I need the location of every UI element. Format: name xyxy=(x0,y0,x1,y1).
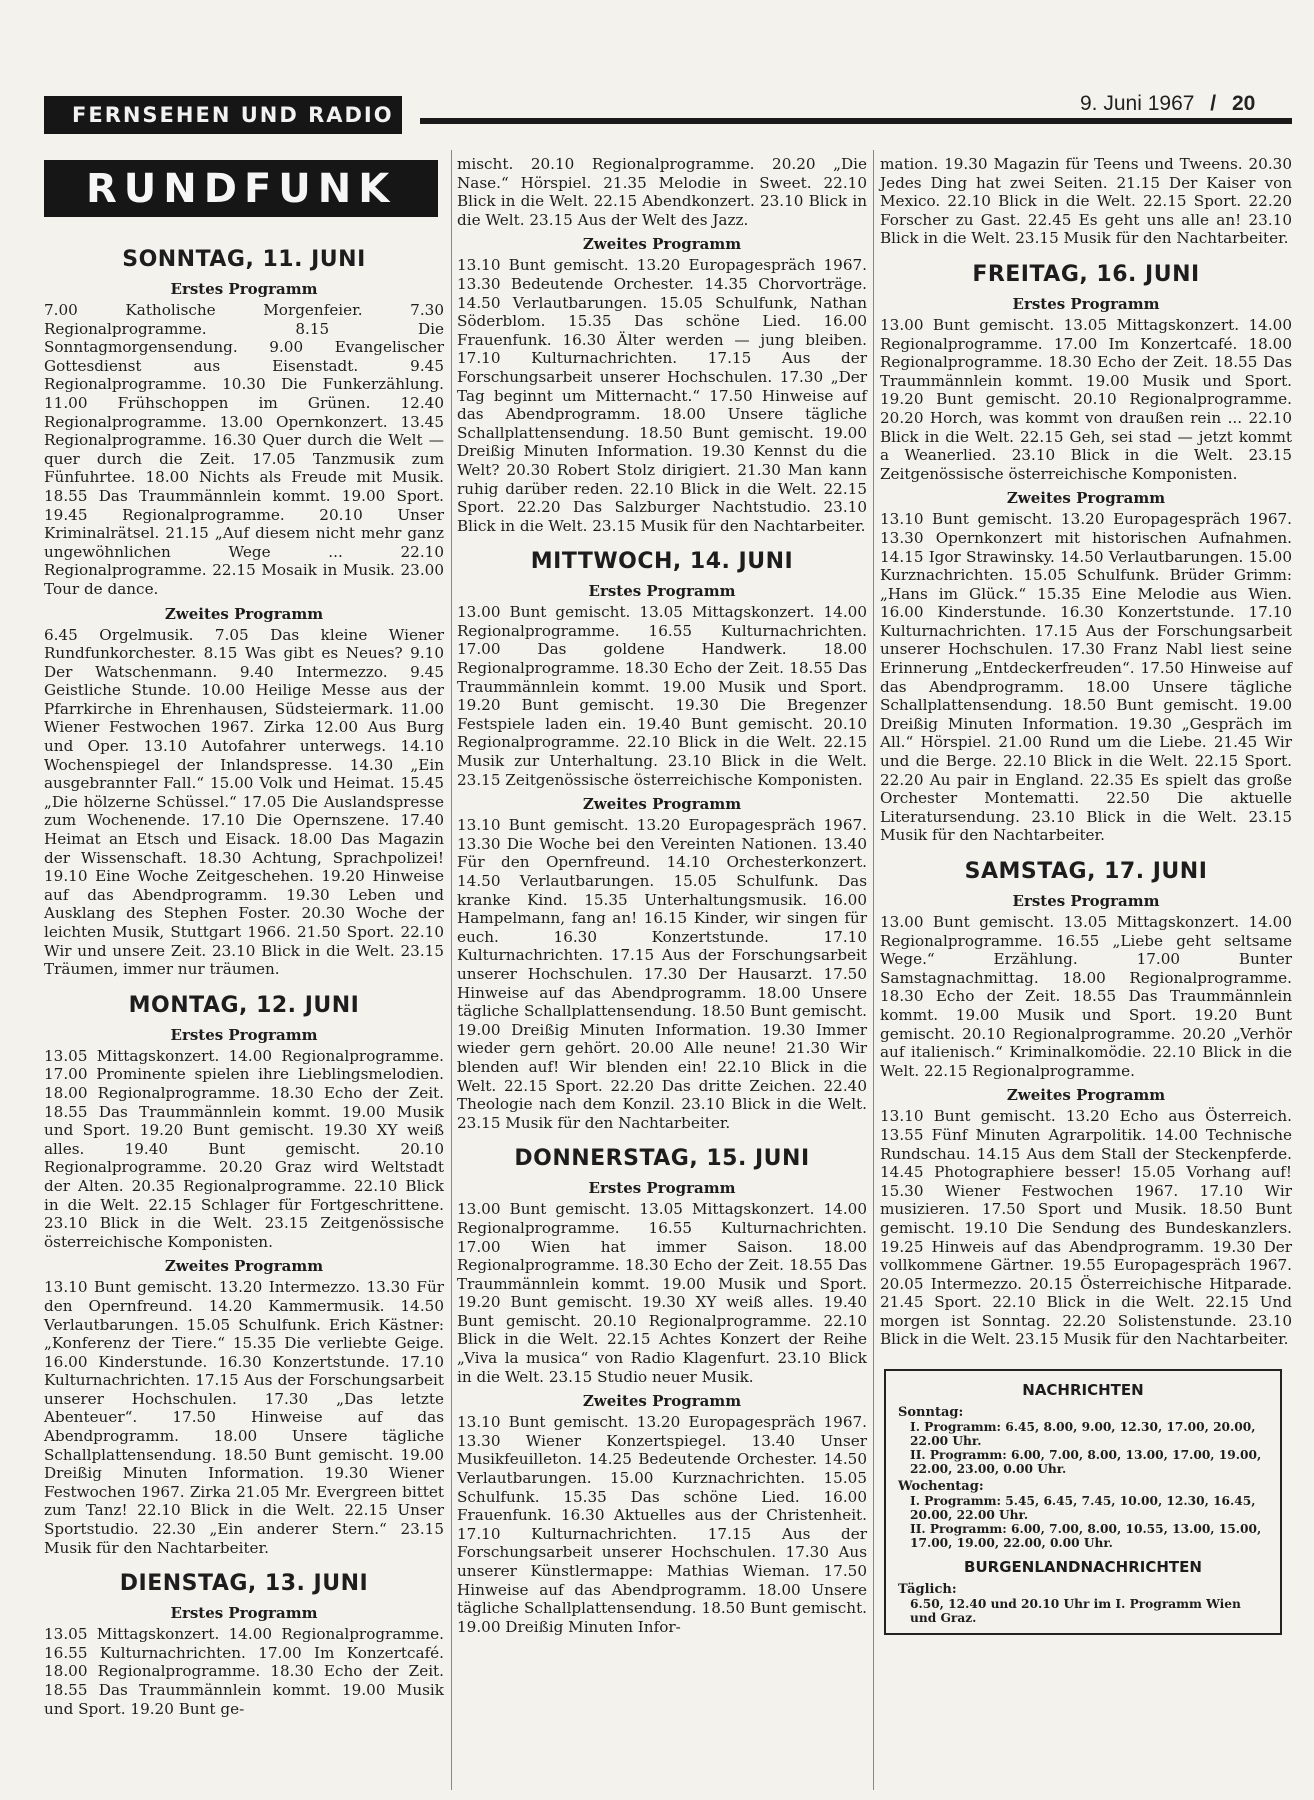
program-listing: 13.10 Bunt gemischt. 13.20 Intermezzo. 13.30 Für den Opernfreund. 14.20 Kammermusik. 14.50 Verlautbarungen. 15.05 Schulfunk. Erich Kästner: „Konferenz der Tiere.“ 15.35 Die verliebte Geige. 16.00 Kinderstunde. 16.30 Konzertstunde. 17.10 Kulturnachrichten. 17.15 Aus der Forschungsarbeit unserer Hochschulen. 17.30 „Das letzte Abenteuer“. 17.50 Hinweise auf das Abendprogramm. 18.00 Unsere tägliche Schallplattensendung. 18.50 Bunt gemischt. 19.00 Dreißig Minuten Information. 19.30 Wiener Festwochen 1967. Zirka 21.05 Mr. Evergreen bittet zum Tanz! 22.10 Blick in die Welt. 22.15 Unser Sportstudio. 22.30 „Ein anderer Stern.“ 23.15 Musik für den Nachtarbeiter. xyxy=(44,1278,444,1557)
day-heading-tuesday: DIENSTAG, 13. JUNI xyxy=(119,1571,369,1597)
program-heading: Zweites Programm xyxy=(1006,489,1166,508)
news-weekday-program-2: II. Programm: 6.00, 7.00, 8.00, 10.55, 13.00, 15.00, 17.00, 19.00, 22.00, 0.00 Uhr. xyxy=(910,1522,1262,1551)
news-sunday-program-1: I. Programm: 6.45, 8.00, 9.00, 12.30, 17.00, 20.00, 22.00 Uhr. xyxy=(910,1420,1256,1449)
program-listing: 7.00 Katholische Morgenfeier. 7.30 Regionalprogramme. 8.15 Die Sonntagmorgensendung. 9.00 Evangelischer Gottesdienst aus Eisenstadt. 9.45 Regionalprogramme. 10.30 Die Funkerzählung. 11.00 Frühschoppen im Grünen. 12.40 Regionalprogramme. 13.00 Opernkonzert. 13.45 Regionalprogramme. 16.30 Quer durch die Welt — quer durch die Zeit. 17.05 Tanzmusik zum Fünfuhrtee. 18.00 Nichts als Freude mit Musik. 18.55 Das Traummännlein kommt. 19.00 Sport. 19.45 Regionalprogramme. 20.10 Unser Kriminalrätsel. 21.15 „Auf diesem nicht mehr ganz ungewöhnlichen Wege ... 22.10 Regionalprogramme. 22.15 Mosaik in Musik. 23.00 Tour de dance. xyxy=(44,301,444,598)
daily-times: 6.50, 12.40 und 20.10 Uhr im I. Programm Wien und Graz. xyxy=(910,1597,1241,1626)
page-separator: / xyxy=(1210,92,1217,115)
news-sunday-label: Sonntag: xyxy=(898,1405,964,1421)
program-listing: 13.05 Mittagskonzert. 14.00 Regionalprogramme. 16.55 Kulturnachrichten. 17.00 Im Konzertcafé. 18.00 Regionalprogramme. 18.30 Echo der Zeit. 18.55 Das Traummännlein kommt. 19.00 Musik und Sport. 19.20 Bunt ge- xyxy=(44,1625,444,1718)
daily-label: Täglich: xyxy=(898,1582,957,1598)
program-heading: Erstes Programm xyxy=(170,280,318,298)
program-listing: 13.00 Bunt gemischt. 13.05 Mittagskonzert. 14.00 Regionalprogramme. 16.55 Kulturnachrichten. 17.00 Wien hat immer Saison. 18.00 Regionalprogramme. 18.30 Echo der Zeit. 18.55 Das Traummännlein kommt. 19.00 Musik und Sport. 19.20 Bunt gemischt. 19.30 XY weiß alles. 19.40 Bunt gemischt. 20.10 Regionalprogramme. 22.10 Blick in die Welt. 22.15 Achtes Konzert der Reihe „Viva la musica“ von Radio Klagenfurt. 23.10 Blick in die Welt. 23.15 Studio neuer Musik. xyxy=(457,1200,867,1386)
column-1 xyxy=(44,160,444,1722)
day-heading-thursday: DONNERSTAG, 15. JUNI xyxy=(514,1146,810,1172)
page-number: 20 xyxy=(1231,92,1256,115)
program-listing: 13.00 Bunt gemischt. 13.05 Mittagskonzert. 14.00 Regionalprogramme. 16.55 „Liebe geht seltsame Wege.“ Erzählung. 17.00 Bunter Samstagnachmittag. 18.00 Regionalprogramme. 18.30 Echo der Zeit. 18.55 Das Traummännlein kommt. 19.00 Musik und Sport. 19.20 Bunt gemischt. 20.10 Regionalprogramme. 20.20 „Verhör auf italienisch.“ Kriminalkomödie. 22.10 Blick in die Welt. 22.15 Regionalprogramme. xyxy=(880,913,1292,1080)
news-weekday-program-1: I. Programm: 5.45, 6.45, 7.45, 10.00, 12.30, 16.45, 20.00, 22.00 Uhr. xyxy=(910,1494,1256,1523)
day-heading-sunday: SONNTAG, 11. JUNI xyxy=(122,247,366,272)
day-heading-saturday: SAMSTAG, 17. JUNI xyxy=(964,859,1208,884)
day-heading-wednesday: MITTWOCH, 14. JUNI xyxy=(530,549,794,575)
program-heading: Zweites Programm xyxy=(1006,1086,1166,1105)
day-heading-monday: MONTAG, 12. JUNI xyxy=(128,992,360,1018)
burgenland-title: BURGENLANDNACHRICHTEN xyxy=(964,1558,1202,1577)
column-rule xyxy=(873,150,874,1790)
program-listing: 13.00 Bunt gemischt. 13.05 Mittagskonzert. 14.00 Regionalprogramme. 16.55 Kulturnachrichten. 17.00 Das goldene Handwerk. 18.00 Regionalprogramme. 18.30 Echo der Zeit. 18.55 Das Traummännlein kommt. 19.00 Musik und Sport. 19.20 Bunt gemischt. 19.30 Die Bregenzer Festspiele laden ein. 19.40 Bunt gemischt. 20.10 Regionalprogramme. 22.10 Blick in die Welt. 22.15 Musik zur Unterhaltung. 23.10 Blick in die Welt. 23.15 Zeitgenössische österreichische Komponisten. xyxy=(457,603,867,789)
program-heading: Erstes Programm xyxy=(1012,892,1160,910)
program-listing: 6.45 Orgelmusik. 7.05 Das kleine Wiener Rundfunkorchester. 8.15 Was gibt es Neues? 9.10 Der Watschenmann. 9.40 Intermezzo. 9.45 Geistliche Stunde. 10.00 Heilige Messe aus der Pfarrkirche in Ehrenhausen, Südsteiermark. 11.00 Wiener Festwochen 1967. Zirka 12.00 Aus Burg und Oper. 13.10 Autofahrer unterwegs. 14.10 Wochenspiegel der Inlandspresse. 14.30 „Ein ausgebrannter Fall.“ 15.00 Volk und Heimat. 15.45 „Die hölzerne Schüssel.“ 17.05 Die Auslandspresse zum Wochenende. 17.10 Die Opernszene. 17.40 Heimat an Etsch und Eisack. 18.00 Das Magazin der Wissenschaft. 18.30 Achtung, Sprachpolizei! 19.10 Eine Woche Zeitgeschehen. 19.20 Hinweise auf das Abendprogramm. 19.30 Leben und Ausklang des Stephen Foster. 20.30 Woche der leichten Musik, Stuttgart 1966. 21.50 Sport. 22.10 Wir und unsere Zeit. 23.10 Blick in die Welt. 23.15 Träumen, immer nur träumen. xyxy=(44,625,444,979)
program-listing: 13.10 Bunt gemischt. 13.20 Europagespräch 1967. 13.30 Bedeutende Orchester. 14.35 Chorvorträge. 14.50 Verlautbarungen. 15.05 Schulfunk, Nathan Söderblom. 15.35 Das schöne Lied. 16.00 Frauenfunk. 16.30 Älter werden — jung bleiben. 17.10 Kulturnachrichten. 17.15 Aus der Forschungsarbeit unserer Hochschulen. 17.30 „Der Tag beginnt um Mitternacht.“ 17.50 Hinweise auf das Abendprogramm. 18.00 Unsere tägliche Schallplattensendung. 18.50 Bunt gemischt. 19.00 Dreißig Minuten Information. 19.30 Kennst du die Welt? 20.30 Robert Stolz dirigiert. 21.30 Man kann ruhig darüber reden. 22.10 Blick in die Welt. 22.15 Sport. 22.20 Das Salzburger Nachtstudio. 23.10 Blick in die Welt. 23.15 Musik für den Nachtarbeiter. xyxy=(457,256,867,535)
program-heading: Erstes Programm xyxy=(1012,294,1160,313)
program-heading: Erstes Programm xyxy=(588,1179,736,1198)
program-heading: Erstes Programm xyxy=(170,1025,318,1044)
program-listing: 13.05 Mittagskonzert. 14.00 Regionalprogramme. 17.00 Prominente spielen ihre Lieblingsmelodien. 18.00 Regionalprogramme. 18.30 Echo der Zeit. 18.55 Das Traummännlein kommt. 19.00 Musik und Sport. 19.20 Bunt gemischt. 19.30 XY weiß alles. 19.40 Bunt gemischt. 20.10 Regionalprogramme. 20.20 Graz wird Weltstadt der Alten. 20.35 Regionalprogramme. 22.10 Blick in die Welt. 22.15 Schlager für Fortgeschrittene. 23.10 Blick in die Welt. 23.15 Zeitgenössische österreichische Komponisten. xyxy=(44,1046,444,1251)
program-heading: Zweites Programm xyxy=(582,235,742,254)
column-rule xyxy=(451,150,452,1790)
news-sunday-program-2: II. Programm: 6.00, 7.00, 8.00, 13.00, 17.00, 19.00, 22.00, 23.00, 0.00 Uhr. xyxy=(910,1448,1262,1477)
day-heading-friday: FREITAG, 16. JUNI xyxy=(972,261,1200,287)
program-listing: 13.00 Bunt gemischt. 13.05 Mittagskonzert. 14.00 Regionalprogramme. 17.00 Im Konzertcafé. 18.00 Regionalprogramme. 18.30 Echo der Zeit. 18.55 Das Traummännlein kommt. 19.00 Musik und Sport. 19.20 Bunt gemischt. 20.10 Regionalprogramme. 20.20 Horch, was kommt von draußen rein ... 22.10 Blick in die Welt. 22.15 Geh, sei stad — jetzt kommt a Weanerlied. 23.10 Blick in die Welt. 23.15 Zeitgenössische österreichische Komponisten. xyxy=(880,315,1292,483)
program-heading: Erstes Programm xyxy=(170,1604,318,1623)
rundfunk-title: RUNDFUNK xyxy=(44,160,438,217)
program-listing: 13.10 Bunt gemischt. 13.20 Europagespräch 1967. 13.30 Die Woche bei den Vereinten Nationen. 13.40 Für den Opernfreund. 14.10 Orchesterkonzert. 14.50 Verlautbarungen. 15.05 Schulfunk. Das kranke Kind. 15.35 Unterhaltungsmusik. 16.00 Hampelmann, fang an! 16.15 Kinder, wir singen für euch. 16.30 Konzertstunde. 17.10 Kulturnachrichten. 17.15 Aus der Forschungsarbeit unserer Hochschulen. 17.30 Der Hausarzt. 17.50 Hinweise auf das Abendprogramm. 18.00 Unsere tägliche Schallplattensendung. 18.50 Bunt gemischt. 19.00 Dreißig Minuten Information. 19.30 Immer wieder gern gehört. 20.00 Alle neune! 21.30 Wir blenden auf! Wir blenden ein! 22.10 Blick in die Welt. 22.15 Sport. 22.20 Das dritte Zeichen. 22.40 Theologie nach dem Konzil. 23.10 Blick in die Welt. 23.15 Musik für den Nachtarbeiter. xyxy=(457,816,867,1132)
program-listing: 13.10 Bunt gemischt. 13.20 Echo aus Österreich. 13.55 Fünf Minuten Agrarpolitik. 14.00 Technische Rundschau. 14.15 Aus dem Stall der Steckenpferde. 14.45 Photographiere besser! 15.05 Vorhang auf! 15.30 Wiener Festwochen 1967. 17.10 Wir musizieren. 17.50 Sport und Musik. 18.50 Bunt gemischt. 19.10 Die Sendung des Bundeskanzlers. 19.25 Hinweis auf das Abendprogramm. 19.30 Der vollkommene Gärtner. 19.55 Europagespräch 1967. 20.05 Intermezzo. 20.15 Österreichische Hitparade. 21.45 Sport. 22.10 Blick in die Welt. 22.15 Und morgen ist Sonntag. 22.20 Solistenstunde. 23.10 Blick in die Welt. 23.15 Musik für den Nachtarbeiter. xyxy=(880,1107,1292,1349)
issue-date xyxy=(1080,92,1255,116)
date-text: 9. Juni 1967 xyxy=(1080,92,1195,115)
column-2 xyxy=(457,155,867,1640)
column-3 xyxy=(880,155,1292,1635)
news-box-title: NACHRICHTEN xyxy=(1022,1381,1144,1400)
program-heading: Erstes Programm xyxy=(588,582,736,601)
program-listing: 13.10 Bunt gemischt. 13.20 Europagespräch 1967. 13.30 Wiener Konzertspiegel. 13.40 Unser Musikfeuilleton. 14.25 Bedeutende Orchester. 14.50 Verlautbarungen. 15.00 Kurznachrichten. 15.05 Schulfunk. 15.35 Das schöne Lied. 16.00 Frauenfunk. 16.30 Aktuelles aus der Christenheit. 17.10 Kulturnachrichten. 17.15 Aus der Forschungsarbeit unserer Hochschulen. 17.30 Aus unserer Künstlermappe: Mathias Wieman. 17.50 Hinweise auf das Abendprogramm. 18.00 Unsere tägliche Schallplattensendung. 18.50 Bunt gemischt. 19.00 Dreißig Minuten Infor- xyxy=(457,1413,867,1636)
program-listing: 13.10 Bunt gemischt. 13.20 Europagespräch 1967. 13.30 Opernkonzert mit historischen Aufnahmen. 14.15 Igor Strawinsky. 14.50 Verlautbarungen. 15.00 Kurznachrichten. 15.05 Schulfunk. Brüder Grimm: „Hans im Glück.“ 15.35 Eine Melodie aus Wien. 16.00 Kinderstunde. 16.30 Konzertstunde. 17.10 Kulturnachrichten. 17.15 Aus der Forschungsarbeit unserer Hochschulen. 17.30 Franz Nabl liest seine Erinnerung „Entdeckerfreuden“. 17.50 Hinweise auf das Abendprogramm. 18.00 Unsere tägliche Schallplattensendung. 18.50 Bunt gemischt. 19.00 Dreißig Minuten Information. 19.30 „Gespräch im All.“ Hörspiel. 21.00 Rund um die Liebe. 21.45 Wir und die Berge. 22.10 Blick in die Welt. 22.15 Sport. 22.20 Au pair in England. 22.35 Es spielt das große Orchester Montematti. 22.50 Die aktuelle Literatursendung. 23.10 Blick in die Welt. 23.15 Musik für den Nachtarbeiter. xyxy=(880,510,1292,845)
program-listing: mation. 19.30 Magazin für Teens und Tweens. 20.30 Jedes Ding hat zwei Seiten. 21.15 Der Kaiser von Mexico. 22.10 Blick in die Welt. 22.15 Sport. 22.20 Forscher zu Gast. 22.45 Es geht uns alle an! 23.10 Blick in die Welt. 23.15 Musik für den Nachtarbeiter. xyxy=(880,155,1292,248)
program-heading: Zweites Programm xyxy=(164,604,324,623)
news-weekday-label: Wochentag: xyxy=(898,1479,984,1495)
program-heading: Zweites Programm xyxy=(582,795,742,814)
news-schedule-box xyxy=(884,1369,1282,1635)
program-listing: mischt. 20.10 Regionalprogramme. 20.20 „Die Nase.“ Hörspiel. 21.35 Melodie in Sweet. 22.10 Blick in die Welt. 22.15 Abendkonzert. 23.10 Blick in die Welt. 23.15 Aus der Welt des Jazz. xyxy=(457,155,867,229)
program-heading: Zweites Programm xyxy=(582,1392,742,1411)
section-label: FERNSEHEN UND RADIO xyxy=(44,96,402,134)
header-rule xyxy=(420,118,1292,124)
program-heading: Zweites Programm xyxy=(164,1257,324,1276)
